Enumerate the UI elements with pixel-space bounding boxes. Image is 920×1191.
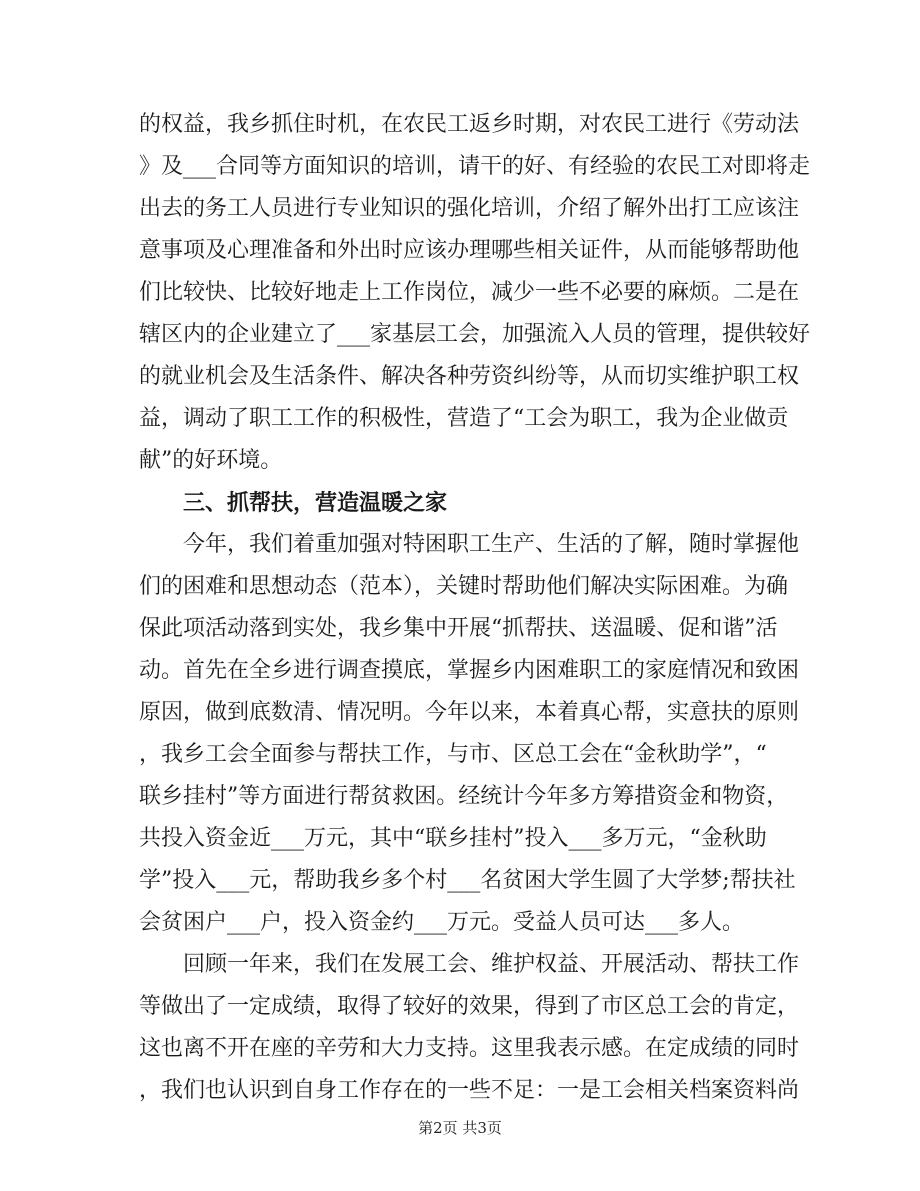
paragraph-line: 原因，做到底数清、情况明。今年以来，本着真心帮，实意扶的原则: [139, 700, 800, 725]
paragraph-line: 》及___合同等方面知识的培训，请干的好、有经验的农民工对即将走: [139, 154, 811, 179]
section-heading: 三、抓帮扶，营造温暖之家: [183, 490, 448, 516]
paragraph-line: ，我乡工会全面参与帮扶工作，与市、区总工会在“金秋助学”，“: [139, 742, 767, 767]
paragraph-line: 会贫困户___户，投入资金约___万元。受益人员可达___多人。: [139, 910, 745, 935]
paragraph-line: 今年，我们着重加强对特困职工生产、生活的了解，随时掌握他: [183, 532, 800, 557]
paragraph-line: 等做出了一定成绩，取得了较好的效果，得到了市区总工会的肯定，: [139, 994, 800, 1019]
paragraph-line: 动。首先在全乡进行调查摸底，掌握乡内困难职工的家庭情况和致困: [139, 658, 800, 683]
paragraph-line: 的权益，我乡抓住时机，在农民工返乡时期，对农民工进行《劳动法: [139, 112, 800, 137]
paragraph-line: 保此项活动落到实处，我乡集中开展“抓帮扶、送温暖、促和谐”活: [139, 616, 778, 641]
paragraph-line: 回顾一年来，我们在发展工会、维护权益、开展活动、帮扶工作: [183, 952, 800, 977]
paragraph-line: 辖区内的企业建立了___家基层工会，加强流入人员的管理，提供较好: [139, 322, 811, 347]
page-number-footer: 第2页 共3页: [418, 1119, 502, 1137]
paragraph-line: 学”投入___元，帮助我乡多个村___名贫困大学生圆了大学梦;帮扶社: [139, 868, 796, 893]
paragraph-line: 联乡挂村”等方面进行帮贫救困。经统计今年多方筹措资金和物资，: [139, 784, 789, 809]
paragraph-line: 这也离不开在座的辛劳和大力支持。这里我表示感。在定成绩的同时: [139, 1036, 800, 1061]
paragraph-line: 出去的务工人员进行专业知识的强化培训，介绍了解外出打工应该注: [139, 196, 800, 221]
paragraph-line: 意事项及心理准备和外出时应该办理哪些相关证件，从而能够帮助他: [139, 238, 800, 263]
paragraph-line: 的就业机会及生活条件、解决各种劳资纠纷等，从而切实维护职工权: [139, 364, 800, 389]
paragraph-line: 们比较快、比较好地走上工作岗位，减少一些不必要的麻烦。二是在: [139, 280, 800, 305]
paragraph-line: 献”的好环境。: [139, 448, 283, 473]
paragraph-line: 益，调动了职工工作的积极性，营造了“工会为职工，我为企业做贡: [139, 406, 789, 431]
paragraph-line: 们的困难和思想动态（范本），关键时帮助他们解决实际困难。为确: [139, 574, 789, 599]
paragraph-line: ，我们也认识到自身工作存在的一些不足：一是工会相关档案资料尚: [139, 1078, 800, 1103]
paragraph-line: 共投入资金近___万元，其中“联乡挂村”投入___多万元，“金秋助: [139, 826, 767, 851]
